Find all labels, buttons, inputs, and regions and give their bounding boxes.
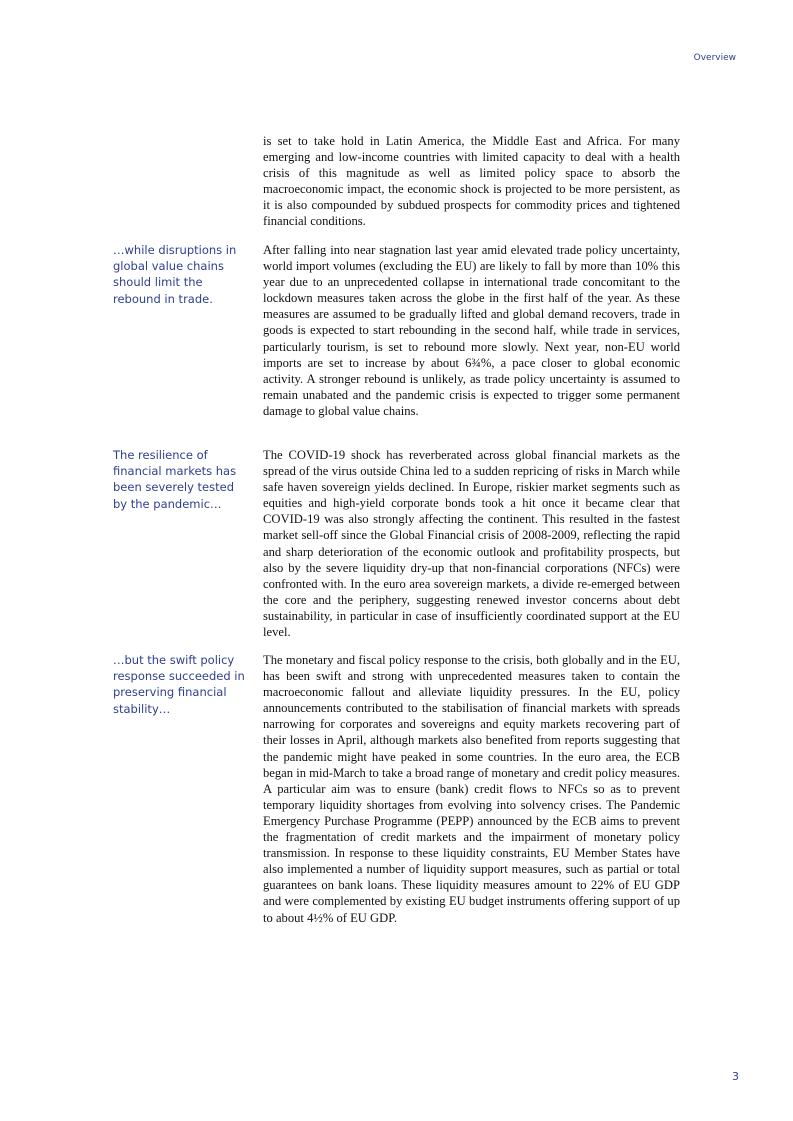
page-number: 3: [732, 1070, 739, 1083]
margin-note-policy-response: …but the swift policy response succeeded in preserving financial stability…: [113, 653, 245, 716]
body-paragraph-4: The monetary and fiscal policy response to the crisis, both globally and in the EU, has been swift and strong with unprecedented measures taken to contain the macroeconomic fallout and alleviate liquidity pressures. In the EU, policy announcements contributed to the stabilisation of financial markets with spreads narrowing for corporates and sovereigns and equity markets recovering part of their losses in April, although markets also benefited from reports suggesting that the pandemic might have peaked in some countries. In the euro area, the ECB began in mid-March to take a broad range of monetary and credit policy measures. A particular aim was to ensure (bank) credit flows to NFCs so as to prevent temporary liquidity shortages from evolving into solvency crises. The Pandemic Emergency Purchase Programme (PEPP) announced by the ECB aims to prevent the fragmentation of credit markets and the impairment of monetary policy transmission. In response to these liquidity constraints, EU Member States have also implemented a number of liquidity support measures, such as partial or total guarantees on bank loans. These liquidity measures amount to 22% of EU GDP and were complemented by existing EU budget instruments offering support of up to about 4½% of EU GDP.: [263, 653, 680, 925]
body-paragraph-1: is set to take hold in Latin America, the Middle East and Africa. For many emerging and low-income countries with limited capacity to deal with a health crisis of this magnitude as well as limited policy space to absorb the macroeconomic impact, the economic shock is projected to be more persistent, as it is also compounded by subdued prospects for commodity prices and tightened financial conditions.: [263, 134, 680, 229]
running-header: Overview: [693, 53, 736, 63]
margin-note-financial-markets: The resilience of financial markets has been severely tested by the pandemic…: [113, 448, 237, 511]
body-paragraph-3: The COVID-19 shock has reverberated across global financial markets as the spread of the virus outside China led to a sudden repricing of risks in March while safe haven sovereign yields declined. In Europe, riskier market segments such as equities and high-yield corporate bonds took a hit once it became clear that COVID-19 was also strongly affecting the continent. This resulted in the fastest market sell-off since the Global Financial crisis of 2008-2009, reflecting the rapid and sharp deterioration of the economic outlook and profitability prospects, but also by the severe liquidity dry-up that non-financial corporations (NFCs) were confronted with. In the euro area sovereign markets, a divide re-emerged between the core and the periphery, suggesting renewed investor concerns about debt sustainability, in particular in case of insufficiently coordinated support at the EU level.: [263, 448, 680, 640]
margin-note-trade: …while disruptions in global value chains should limit the rebound in trade.: [113, 243, 237, 306]
body-paragraph-2: After falling into near stagnation last year amid elevated trade policy uncertainty, world import volumes (excluding the EU) are likely to fall by more than 10% this year due to an unprecedented collapse in international trade concomitant to the lockdown measures taken across the globe in the first half of the year. As these measures are assumed to be gradually lifted and global demand recovers, trade in goods is expected to start rebounding in the second half, while trade in services, particularly tourism, is set to rebound more slowly. Next year, non-EU world imports are set to increase by about 6¾%, a pace closer to global economic activity. A stronger rebound is unlikely, as trade policy uncertainty is assumed to remain unabated and the pandemic crisis is expected to trigger some permanent damage to global value chains.: [263, 243, 680, 418]
